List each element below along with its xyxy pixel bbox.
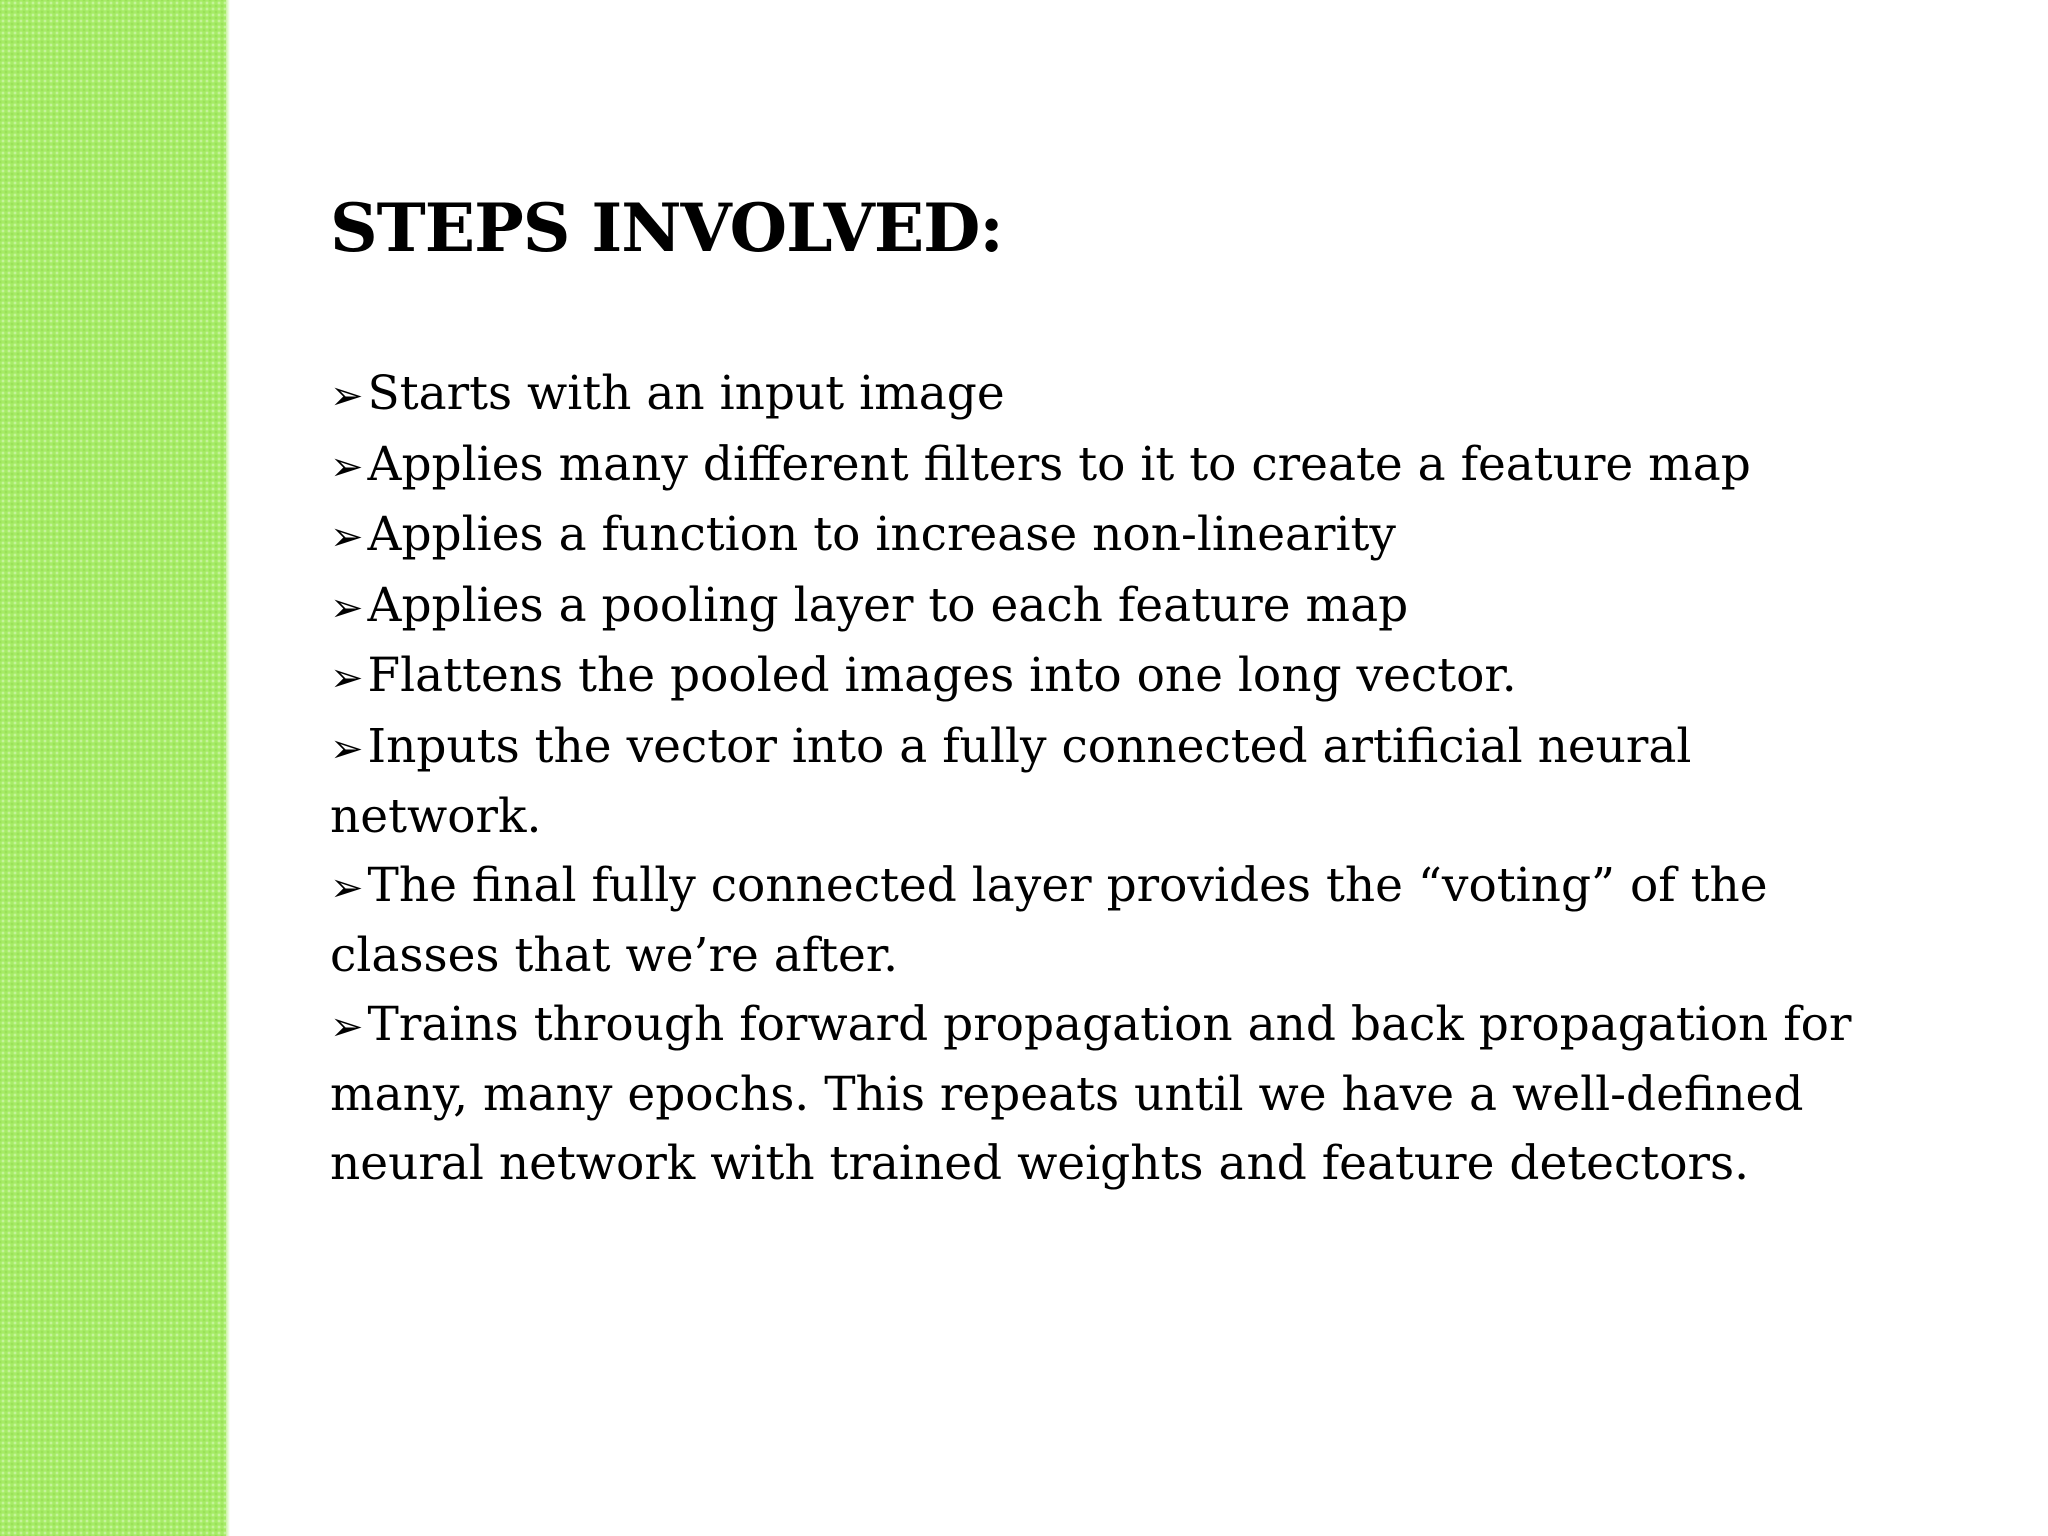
arrow-bullet-icon: ➢ xyxy=(330,443,364,490)
arrow-bullet-icon: ➢ xyxy=(330,584,364,631)
step-text: Applies many different filters to it to create a feature map xyxy=(367,436,1751,492)
arrow-bullet-icon: ➢ xyxy=(330,373,364,419)
side-band-edge xyxy=(226,0,230,1536)
arrow-bullet-icon: ➢ xyxy=(330,1003,364,1050)
arrow-bullet-icon: ➢ xyxy=(330,514,364,560)
step-item xyxy=(330,991,1900,1199)
step-item xyxy=(330,431,1900,502)
steps-list xyxy=(330,360,1900,1198)
step-text: Starts with an input image xyxy=(367,366,1005,421)
step-item xyxy=(330,852,1900,991)
step-item xyxy=(330,501,1900,572)
arrow-bullet-icon: ➢ xyxy=(330,725,364,772)
slide-content xyxy=(330,188,1930,1198)
step-text: Applies a function to increase non-linearity xyxy=(367,507,1396,562)
step-text: The final fully connected layer provides the “voting” of the classes that we’re after. xyxy=(330,857,1768,983)
arrow-bullet-icon: ➢ xyxy=(330,655,364,701)
step-text: Applies a pooling layer to each feature map xyxy=(367,577,1409,633)
step-item xyxy=(330,360,1900,431)
arrow-bullet-icon: ➢ xyxy=(330,864,364,911)
step-text: Inputs the vector into a fully connected artificial neural network. xyxy=(330,718,1692,844)
step-item xyxy=(330,642,1900,713)
step-item xyxy=(330,572,1900,643)
slide-title: STEPS INVOLVED: xyxy=(330,189,1003,267)
step-text: Trains through forward propagation and back propagation for many, many epochs. This repeats until we have a well-defined neural network with trained weights and feature detectors. xyxy=(330,996,1852,1191)
step-text: Flattens the pooled images into one long vector. xyxy=(367,648,1517,703)
step-item xyxy=(330,713,1900,852)
decorative-side-band xyxy=(0,0,226,1536)
